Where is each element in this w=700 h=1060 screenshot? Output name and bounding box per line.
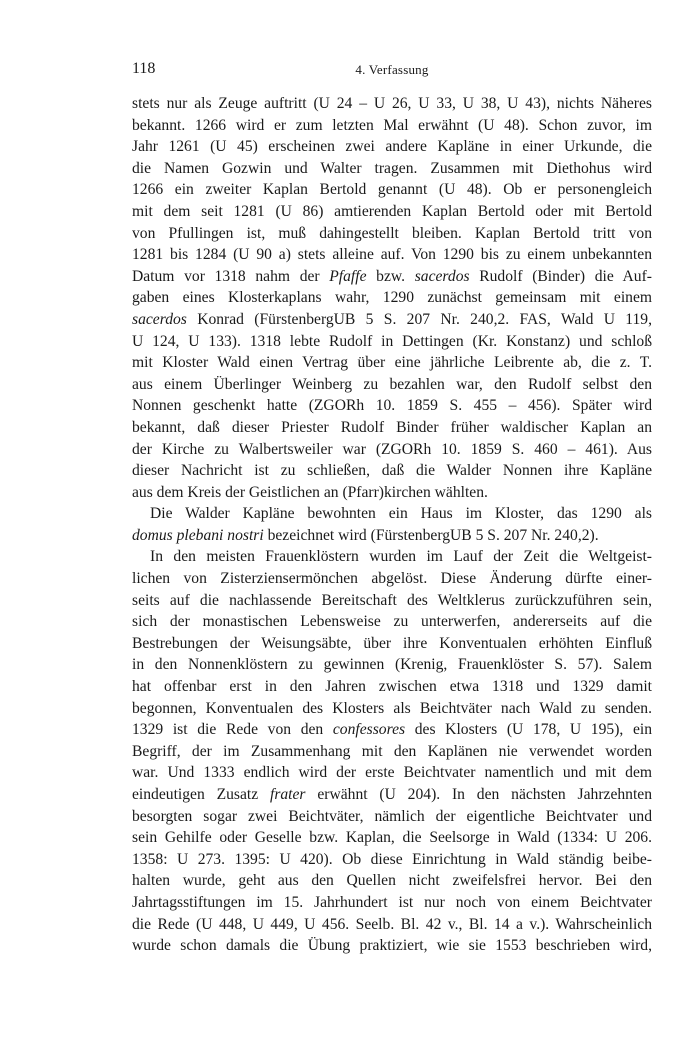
text-run: sich der monastischen Lebensweise zu unterwerfen, andererseits auf die bbox=[132, 613, 652, 631]
text-line bbox=[132, 266, 652, 288]
italic-term: frater bbox=[269, 786, 306, 803]
text-line bbox=[132, 611, 652, 633]
text-line bbox=[132, 914, 652, 936]
page-number: 118 bbox=[132, 60, 156, 77]
text-run: 1281 bis 1284 (U 90 a) stets alleine auf. Von 1290 bis zu einem unbekannten bbox=[132, 246, 652, 264]
text-run: sein Gehilfe oder Geselle bzw. Kaplan, die Seelsorge in Wald (1334: U 206. bbox=[132, 829, 652, 847]
text-run: des Klosters (U 178, U 195), ein bbox=[405, 721, 652, 739]
text-run: seits auf die nachlassende Bereitschaft des Weltklerus zurückzuführen sein, bbox=[132, 591, 652, 609]
text-line bbox=[132, 309, 652, 331]
text-line bbox=[132, 115, 652, 137]
text-run: stets nur als Zeuge auftritt (U 24 – U 26, U 33, U 38, U 43), nichts Näheres bbox=[132, 95, 652, 112]
page-header bbox=[132, 60, 652, 84]
text-line bbox=[132, 158, 652, 180]
text-run: eindeutigen Zusatz bbox=[132, 786, 270, 803]
text-run: bzw. bbox=[366, 267, 415, 285]
text-line bbox=[132, 374, 652, 396]
text-line bbox=[132, 439, 652, 461]
text-line bbox=[132, 762, 652, 784]
text-run: von Pfullingen ist, muß dahingestellt bleiben. Kaplan Bertold tritt von bbox=[132, 224, 652, 242]
text-run: Die Walder Kapläne bewohnten ein Haus im Kloster, das 1290 als bbox=[150, 505, 652, 523]
text-run: aus einem Überlinger Weinberg zu bezahlen war, den Rudolf selbst den bbox=[132, 375, 652, 393]
text-run: 1266 ein zweiter Kaplan Bertold genannt (U 48). Ob er personengleich bbox=[132, 181, 652, 199]
text-line bbox=[132, 741, 652, 763]
text-run: Jahr 1261 (U 45) erscheinen zwei andere Kapläne in einer Urkunde, die bbox=[132, 138, 652, 156]
text-run: der Kirche zu Walbertsweiler war (ZGORh 10. 1859 S. 460 – 461). Aus bbox=[132, 440, 652, 458]
text-line bbox=[132, 352, 652, 374]
text-run: begonnen, Konventualen des Klosters als Beichtväter nach Wald zu senden. bbox=[132, 699, 652, 717]
body-text bbox=[132, 93, 652, 957]
text-run: die Namen Gozwin und Walter tragen. Zusammen mit Diethohus wird bbox=[132, 159, 652, 177]
text-line bbox=[132, 935, 652, 957]
text-run: gaben eines Klosterkaplans wahr, 1290 zunächst gemeinsam mit einem bbox=[132, 289, 652, 307]
text-run: Konrad (FürstenbergUB 5 S. 207 Nr. 240,2. FAS, Wald U 119, bbox=[186, 310, 652, 328]
text-run: In den meisten Frauenklöstern wurden im Lauf der Zeit die Weltgeist- bbox=[150, 548, 652, 566]
text-line bbox=[132, 698, 652, 720]
text-line bbox=[132, 179, 652, 201]
text-line bbox=[132, 93, 652, 115]
text-run: in den Nonnenklöstern zu gewinnen (Krenig, Frauenklöster S. 57). Salem bbox=[132, 656, 652, 674]
text-run: bezeichnet wird (FürstenbergUB 5 S. 207 Nr. 240,2). bbox=[263, 526, 599, 544]
text-run: lichen von Zisterziensermönchen abgelöst. Diese Änderung dürfte einer- bbox=[132, 570, 652, 588]
text-run: wurde schon damals die Übung praktiziert, wie sie 1553 beschrieben wird, bbox=[132, 937, 652, 955]
text-run: Datum vor 1318 nahm der bbox=[132, 267, 330, 285]
text-line bbox=[132, 568, 652, 590]
text-run: 1358: U 273. 1395: U 420). Ob diese Einrichtung in Wald ständig beibe- bbox=[132, 850, 652, 868]
text-run: Bestrebungen der Weisungsäbte, über ihre Konventualen erhöhten Einfluß bbox=[132, 634, 652, 652]
text-line bbox=[132, 503, 652, 525]
text-line bbox=[132, 676, 652, 698]
text-run: war. Und 1333 endlich wird der erste Beichtvater namentlich und mit dem bbox=[132, 764, 652, 782]
text-run: Begriff, der im Zusammenhang mit den Kaplänen nie verwendet worden bbox=[132, 742, 652, 760]
text-line bbox=[132, 482, 652, 504]
text-run: Rudolf (Binder) die Auf- bbox=[469, 267, 652, 285]
text-line bbox=[132, 870, 652, 892]
text-line bbox=[132, 395, 652, 417]
italic-term: Pfaffe bbox=[329, 267, 367, 285]
text-line bbox=[132, 460, 652, 482]
text-line bbox=[132, 223, 652, 245]
text-run: hat offenbar erst in den Jahren zwischen etwa 1318 und 1329 damit bbox=[132, 678, 652, 696]
text-run: Jahrtagsstiftungen im 15. Jahrhundert ist nur noch von einem Beichtvater bbox=[132, 893, 652, 911]
text-run: U 124, U 133). 1318 lebte Rudolf in Dettingen (Kr. Konstanz) und schloß bbox=[132, 332, 652, 350]
text-run: mit dem seit 1281 (U 86) amtierenden Kaplan Bertold oder mit Bertold bbox=[132, 202, 652, 220]
running-head: 4. Verfassung bbox=[355, 62, 429, 77]
text-line bbox=[132, 719, 652, 741]
text-run: erwähnt (U 204). In den nächsten Jahrzehnten bbox=[305, 786, 653, 803]
text-line bbox=[132, 287, 652, 309]
text-line bbox=[132, 546, 652, 568]
text-line bbox=[132, 892, 652, 914]
text-run: bekannt. 1266 wird er zum letzten Mal erwähnt (U 48). Schon zuvor, im bbox=[132, 116, 652, 134]
text-line bbox=[132, 784, 652, 806]
italic-term: domus plebani nostri bbox=[132, 526, 264, 544]
italic-term: sacerdos bbox=[132, 310, 187, 328]
text-run: Nonnen geschenkt hatte (ZGORh 10. 1859 S. 455 – 456). Später wird bbox=[132, 397, 652, 415]
text-line bbox=[132, 201, 652, 223]
text-run: aus dem Kreis der Geistlichen an (Pfarr)kirchen wählten. bbox=[132, 483, 488, 501]
text-line bbox=[132, 590, 652, 612]
text-run: die Rede (U 448, U 449, U 456. Seelb. Bl. 42 v., Bl. 14 a v.). Wahrscheinlich bbox=[132, 915, 652, 933]
text-run: bekannt, daß dieser Priester Rudolf Binder früher waldischer Kaplan an bbox=[132, 418, 652, 436]
text-line bbox=[132, 806, 652, 828]
text-run: halten wurde, geht aus den Quellen nicht zweifelsfrei hervor. Bei den bbox=[132, 872, 652, 890]
text-line bbox=[132, 849, 652, 871]
italic-term: confessores bbox=[332, 721, 406, 739]
text-line bbox=[132, 244, 652, 266]
text-run: dieser Nachricht ist zu schließen, daß die Walder Nonnen ihre Kapläne bbox=[132, 462, 652, 480]
text-line bbox=[132, 654, 652, 676]
text-run: 1329 ist die Rede von den bbox=[132, 721, 333, 739]
text-line bbox=[132, 417, 652, 439]
text-line bbox=[132, 633, 652, 655]
text-line bbox=[132, 525, 652, 547]
text-line bbox=[132, 136, 652, 158]
text-line bbox=[132, 331, 652, 353]
italic-term: sacerdos bbox=[414, 267, 470, 285]
text-run: besorgten sogar zwei Beichtväter, nämlich der eigentliche Beichtvater und bbox=[132, 807, 652, 825]
text-run: mit Kloster Wald einen Vertrag über eine jährliche Leibrente ab, die z. T. bbox=[132, 354, 652, 372]
text-line bbox=[132, 827, 652, 849]
